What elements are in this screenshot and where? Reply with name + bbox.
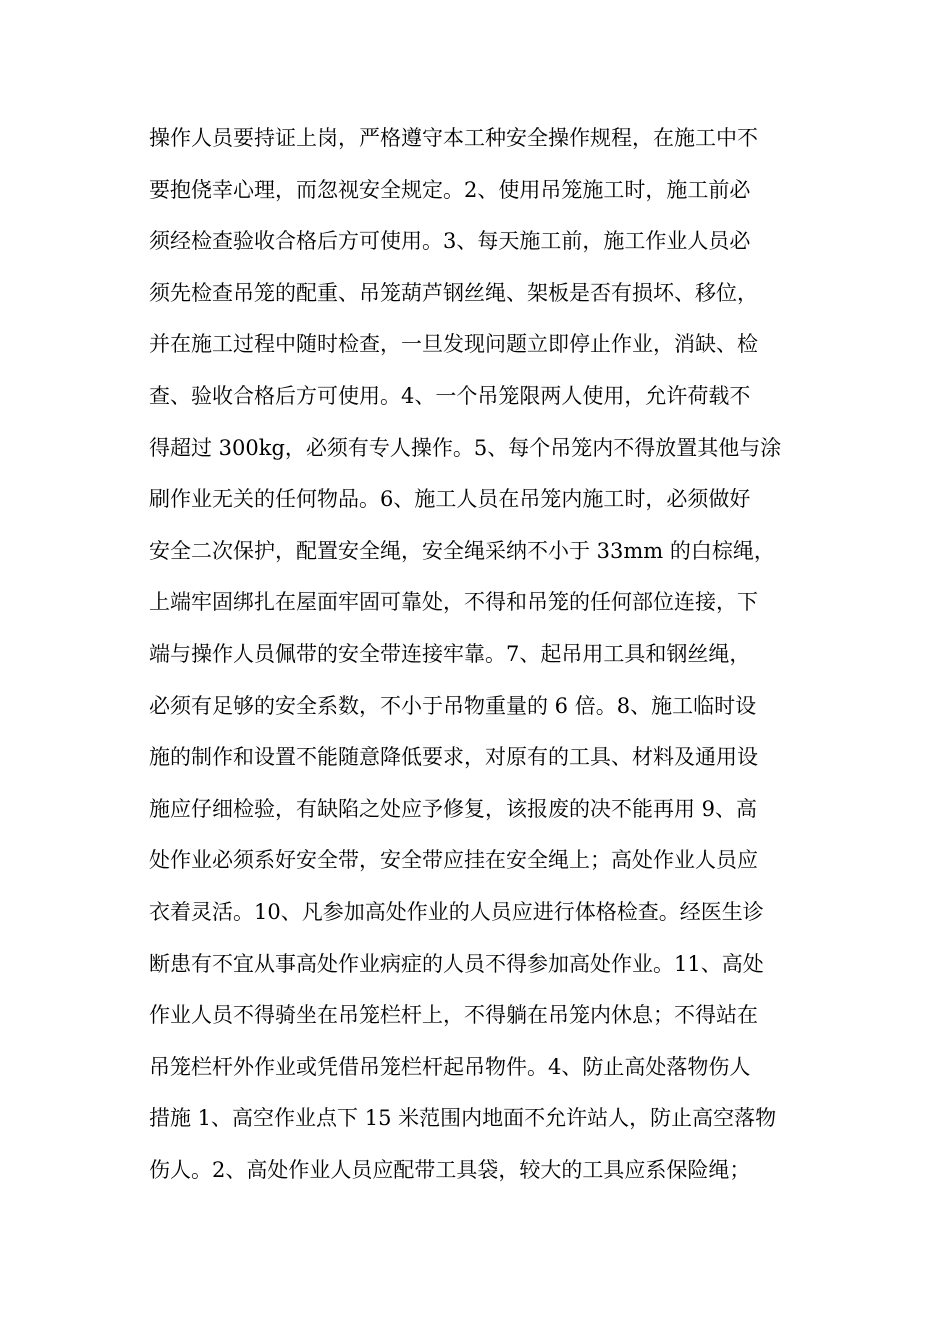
text-line: 措施 1、高空作业点下 15 米范围内地面不允许站人，防止高空落物 <box>149 1106 777 1131</box>
text-line: 吊笼栏杆外作业或凭借吊笼栏杆起吊物件。4、防止高处落物伤人 <box>149 1054 751 1079</box>
text-line: 施应仔细检验，有缺陷之处应予修复，该报废的决不能再用 9、高 <box>149 796 758 821</box>
text-line: 断患有不宜从事高处作业病症的人员不得参加高处作业。11、高处 <box>149 951 764 976</box>
text-line: 安全二次保护，配置安全绳，安全绳采纳不小于 33mm 的白棕绳， <box>149 538 775 563</box>
text-line: 刷作业无关的任何物品。6、施工人员在吊笼内施工时，必须做好 <box>149 487 751 512</box>
text-line: 须先检查吊笼的配重、吊笼葫芦钢丝绳、架板是否有损坏、移位， <box>149 280 758 305</box>
text-line: 端与操作人员佩带的安全带连接牢靠。7、起吊用工具和钢丝绳， <box>149 641 751 666</box>
text-line: 得超过 300kg，必须有专人操作。5、每个吊笼内不得放置其他与涂 <box>149 435 782 460</box>
text-line: 作业人员不得骑坐在吊笼栏杆上，不得躺在吊笼内休息；不得站在 <box>149 1003 758 1028</box>
text-line: 伤人。2、高处作业人员应配带工具袋，较大的工具应系保险绳； <box>149 1157 751 1182</box>
text-line: 查、验收合格后方可使用。4、一个吊笼限两人使用，允许荷载不 <box>149 383 751 408</box>
text-line: 处作业必须系好安全带，安全带应挂在安全绳上；高处作业人员应 <box>149 848 758 873</box>
text-line: 衣着灵活。10、凡参加高处作业的人员应进行体格检查。经医生诊 <box>149 899 764 924</box>
text-line: 并在施工过程中随时检查，一旦发现问题立即停止作业，消缺、检 <box>149 332 758 357</box>
text-line: 施的制作和设置不能随意降低要求，对原有的工具、材料及通用设 <box>149 745 758 770</box>
text-line: 上端牢固绑扎在屋面牢固可靠处，不得和吊笼的任何部位连接，下 <box>149 590 758 615</box>
text-line: 必须有足够的安全系数，不小于吊物重量的 6 倍。8、施工临时设 <box>149 693 757 718</box>
text-line: 操作人员要持证上岗，严格遵守本工种安全操作规程，在施工中不 <box>149 126 758 150</box>
body-text <box>149 116 809 1199</box>
text-line: 要抱侥幸心理，而忽视安全规定。2、使用吊笼施工时，施工前必 <box>149 177 751 202</box>
text-line: 须经检查验收合格后方可使用。3、每天施工前，施工作业人员必 <box>149 229 751 254</box>
